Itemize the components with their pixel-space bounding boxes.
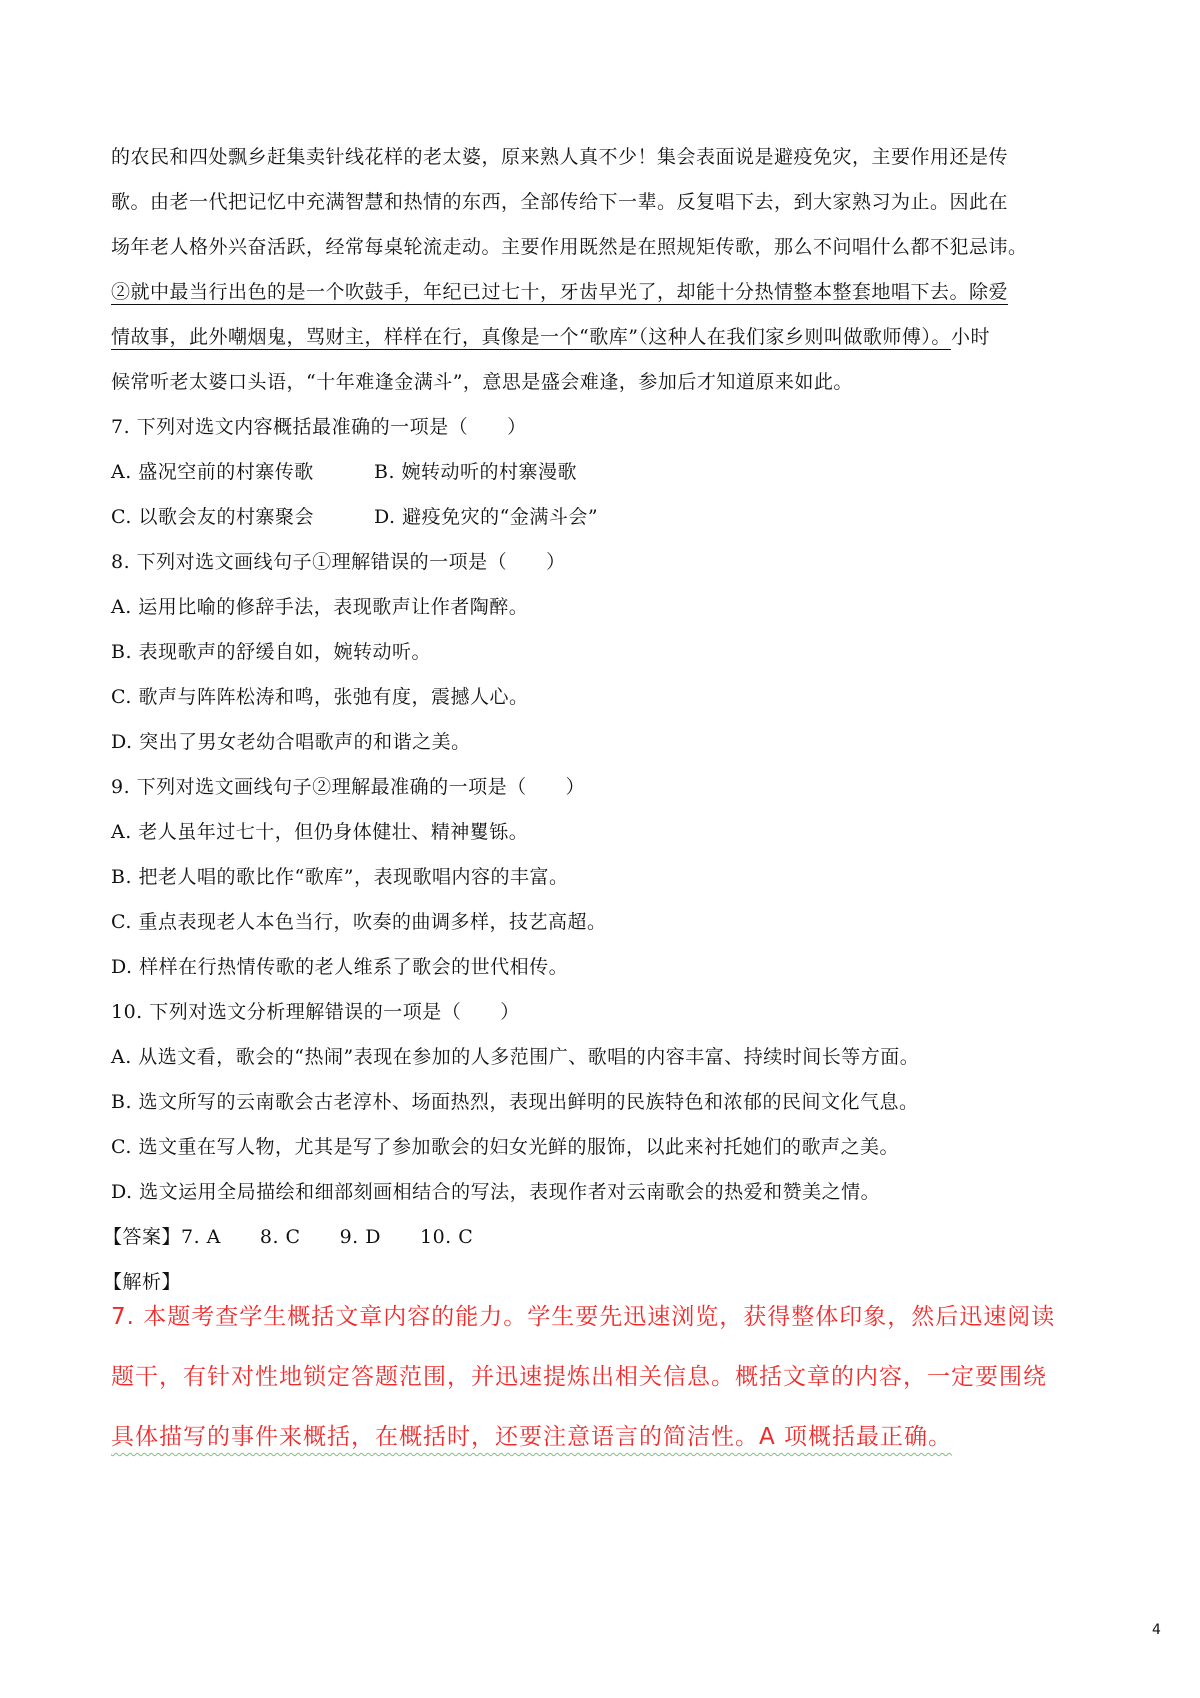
passage-line-5-underlined: 情故事，此外嘲烟鬼，骂财主，样样在行，真像是一个“歌库”（这种人在我们家乡则叫做歌师傅）。 <box>111 326 951 348</box>
passage-line-5 <box>111 322 990 349</box>
question-8-option-a: A. 运用比喻的修辞手法，表现歌声让作者陶醉。 <box>111 596 529 618</box>
question-10-option-a: A. 从选文看，歌会的“热闹”表现在参加的人多范围广、歌唱的内容丰富、持续时间长等方面。 <box>111 1046 920 1068</box>
question-9-option-a: A. 老人虽年过七十，但仍身体健壮、精神矍铄。 <box>111 821 529 843</box>
answer-key: 【答案】7. A 8. C 9. D 10. C <box>103 1226 474 1248</box>
question-7-option-d: D. 避疫免灾的“金满斗会” <box>374 506 599 528</box>
passage-line-1: 的农民和四处飘乡赶集卖针线花样的老太婆，原来熟人真不少！集会表面说是避疫免灾，主要作用还是传 <box>111 146 1009 168</box>
question-10-stem: 10. 下列对选文分析理解错误的一项是（ ） <box>111 1001 520 1023</box>
passage-line-2: 歌。由老一代把记忆中充满智慧和热情的东西，全部传给下一辈。反复唱下去，到大家熟习为止。因此在 <box>111 191 1009 213</box>
analysis-heading: 【解析】 <box>103 1271 182 1293</box>
question-7-option-c: C. 以歌会友的村寨聚会 <box>111 506 314 528</box>
question-7-option-a: A. 盛况空前的村寨传歌 <box>111 461 314 483</box>
question-10-option-b: B. 选文所写的云南歌会古老淳朴、场面热烈，表现出鲜明的民族特色和浓郁的民间文化气息。 <box>111 1091 919 1113</box>
question-9-option-b: B. 把老人唱的歌比作“歌库”，表现歌唱内容的丰富。 <box>111 866 569 888</box>
passage-line-6: 候常听老太婆口头语，“十年难逢金满斗”，意思是盛会难逢，参加后才知道原来如此。 <box>111 371 853 393</box>
passage-line-4-underlined: ②就中最当行出色的是一个吹鼓手，年纪已过七十，牙齿早光了，却能十分热情整本整套地唱下去。除爱 <box>111 281 1009 303</box>
question-10-option-c: C. 选文重在写人物，尤其是写了参加歌会的妇女光鲜的服饰，以此来衬托她们的歌声之美。 <box>111 1136 899 1158</box>
analysis-line-2: 题干，有针对性地锁定答题范围，并迅速提炼出相关信息。概括文章的内容，一定要围绕 <box>111 1364 1047 1390</box>
question-7-option-b: B. 婉转动听的村寨漫歌 <box>374 461 578 483</box>
question-9-stem: 9. 下列对选文画线句子②理解最准确的一项是（ ） <box>111 776 586 798</box>
question-8-stem: 8. 下列对选文画线句子①理解错误的一项是（ ） <box>111 551 566 573</box>
passage-line-3: 场年老人格外兴奋活跃，经常每桌轮流走动。主要作用既然是在照规矩传歌，那么不问唱什么都不犯忌讳。 <box>111 236 1028 258</box>
question-10-option-d: D. 选文运用全局描绘和细部刻画相结合的写法，表现作者对云南歌会的热爱和赞美之情。 <box>111 1181 881 1203</box>
question-9-option-d: D. 样样在行热情传歌的老人维系了歌会的世代相传。 <box>111 956 569 978</box>
analysis-line-3: 具体描写的事件来概括，在概括时，还要注意语言的简洁性。A 项概括最正确。 <box>111 1424 953 1450</box>
question-7-stem: 7. 下列对选文内容概括最准确的一项是（ ） <box>111 416 527 438</box>
analysis-line-1: 7. 本题考查学生概括文章内容的能力。学生要先迅速浏览，获得整体印象，然后迅速阅读 <box>111 1304 1056 1330</box>
page-number: 4 <box>1152 1622 1161 1638</box>
passage-line-5-tail: 小时 <box>950 326 990 348</box>
question-8-option-b: B. 表现歌声的舒缓自如，婉转动听。 <box>111 641 432 663</box>
question-9-option-c: C. 重点表现老人本色当行，吹奏的曲调多样，技艺高超。 <box>111 911 607 933</box>
question-8-option-c: C. 歌声与阵阵松涛和鸣，张弛有度，震撼人心。 <box>111 686 529 708</box>
question-8-option-d: D. 突出了男女老幼合唱歌声的和谐之美。 <box>111 731 471 753</box>
